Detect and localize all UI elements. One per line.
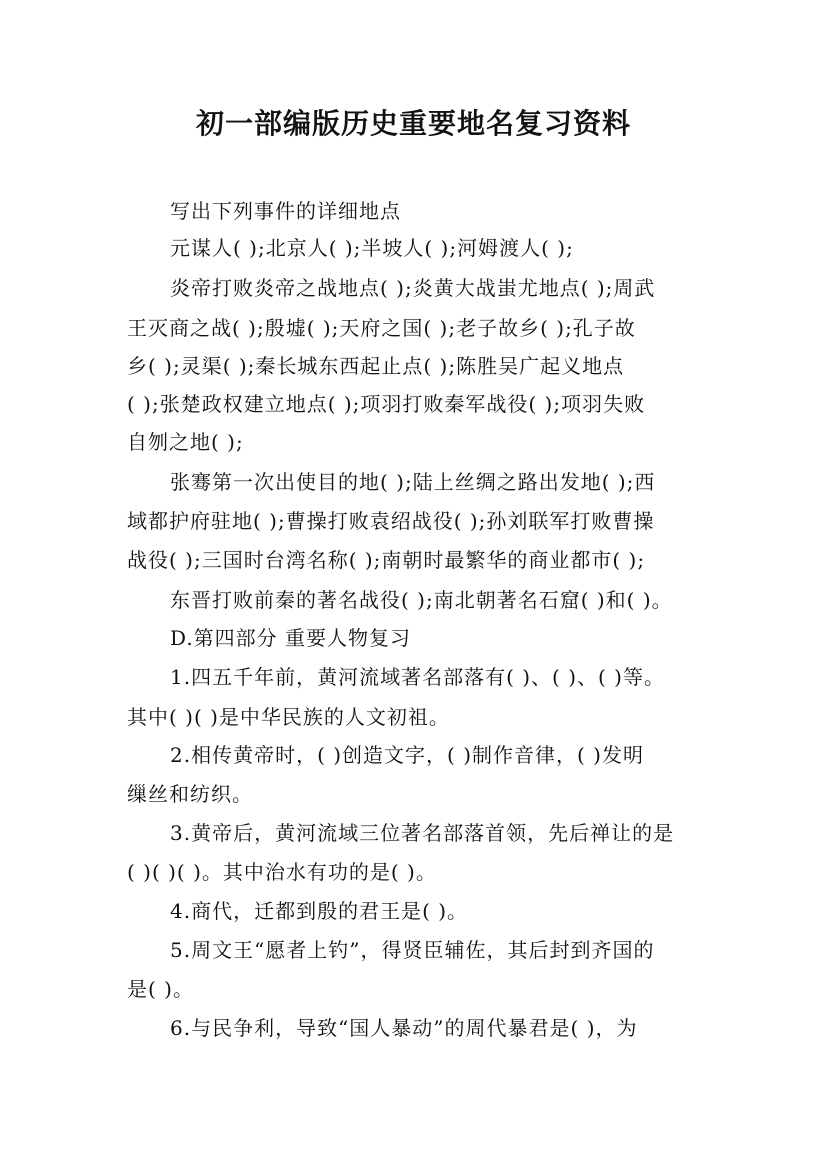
paragraph-line: 6.与民争利，导致“国人暴动”的周代暴君是( )，为: [170, 1016, 638, 1040]
paragraph-line: 1.四五千年前，黄河流域著名部落有( )、( )、( )等。: [170, 665, 665, 689]
page-title: 初一部编版历史重要地名复习资料: [195, 107, 631, 140]
paragraph-line: 写出下列事件的详细地点: [170, 199, 401, 223]
paragraph-line: 2.相传黄帝时，( )创造文字，( )制作音律，( )发明: [170, 743, 644, 767]
paragraph-line: ( );张楚政权建立地点( );项羽打败秦军战役( );项羽失败: [127, 392, 646, 416]
paragraph-line: 乡( );灵渠( );秦长城东西起止点( );陈胜吴广起义地点: [127, 354, 625, 378]
paragraph-line: ( )( )( )。其中治水有功的是( )。: [127, 860, 437, 884]
paragraph-line: 域都护府驻地( );曹操打败袁绍战役( );孙刘联军打败曹操: [127, 509, 655, 533]
paragraph-line: 元谋人( );北京人( );半坡人( );河姆渡人( );: [170, 236, 574, 260]
paragraph-line: 张骞第一次出使目的地( );陆上丝绸之路出发地( );西: [170, 470, 656, 494]
paragraph-line: 炎帝打败炎帝之战地点( );炎黄大战蚩尤地点( );周武: [170, 276, 656, 300]
paragraph-line: 缫丝和纺织。: [127, 782, 253, 806]
paragraph-line: 3.黄帝后，黄河流域三位著名部落首领，先后禅让的是: [170, 821, 675, 845]
paragraph-line: 4.商代，迁都到殷的君王是( )。: [170, 899, 469, 923]
section-heading: D.第四部分 重要人物复习: [170, 626, 412, 650]
paragraph-line: 5.周文王“愿者上钓”，得贤臣辅佐，其后封到齐国的: [170, 938, 655, 962]
paragraph-line: 战役( );三国时台湾名称( );南朝时最繁华的商业都市( );: [127, 548, 646, 572]
paragraph-line: 东晋打败前秦的著名战役( );南北朝著名石窟( )和( )。: [170, 588, 673, 612]
paragraph-line: 其中( )( )是中华民族的人文初祖。: [127, 705, 450, 729]
paragraph-line: 王灭商之战( );殷墟( );天府之国( );老子故乡( );孔子故: [127, 316, 636, 340]
paragraph-line: 是( )。: [127, 977, 194, 1001]
paragraph-line: 自刎之地( );: [127, 430, 244, 454]
